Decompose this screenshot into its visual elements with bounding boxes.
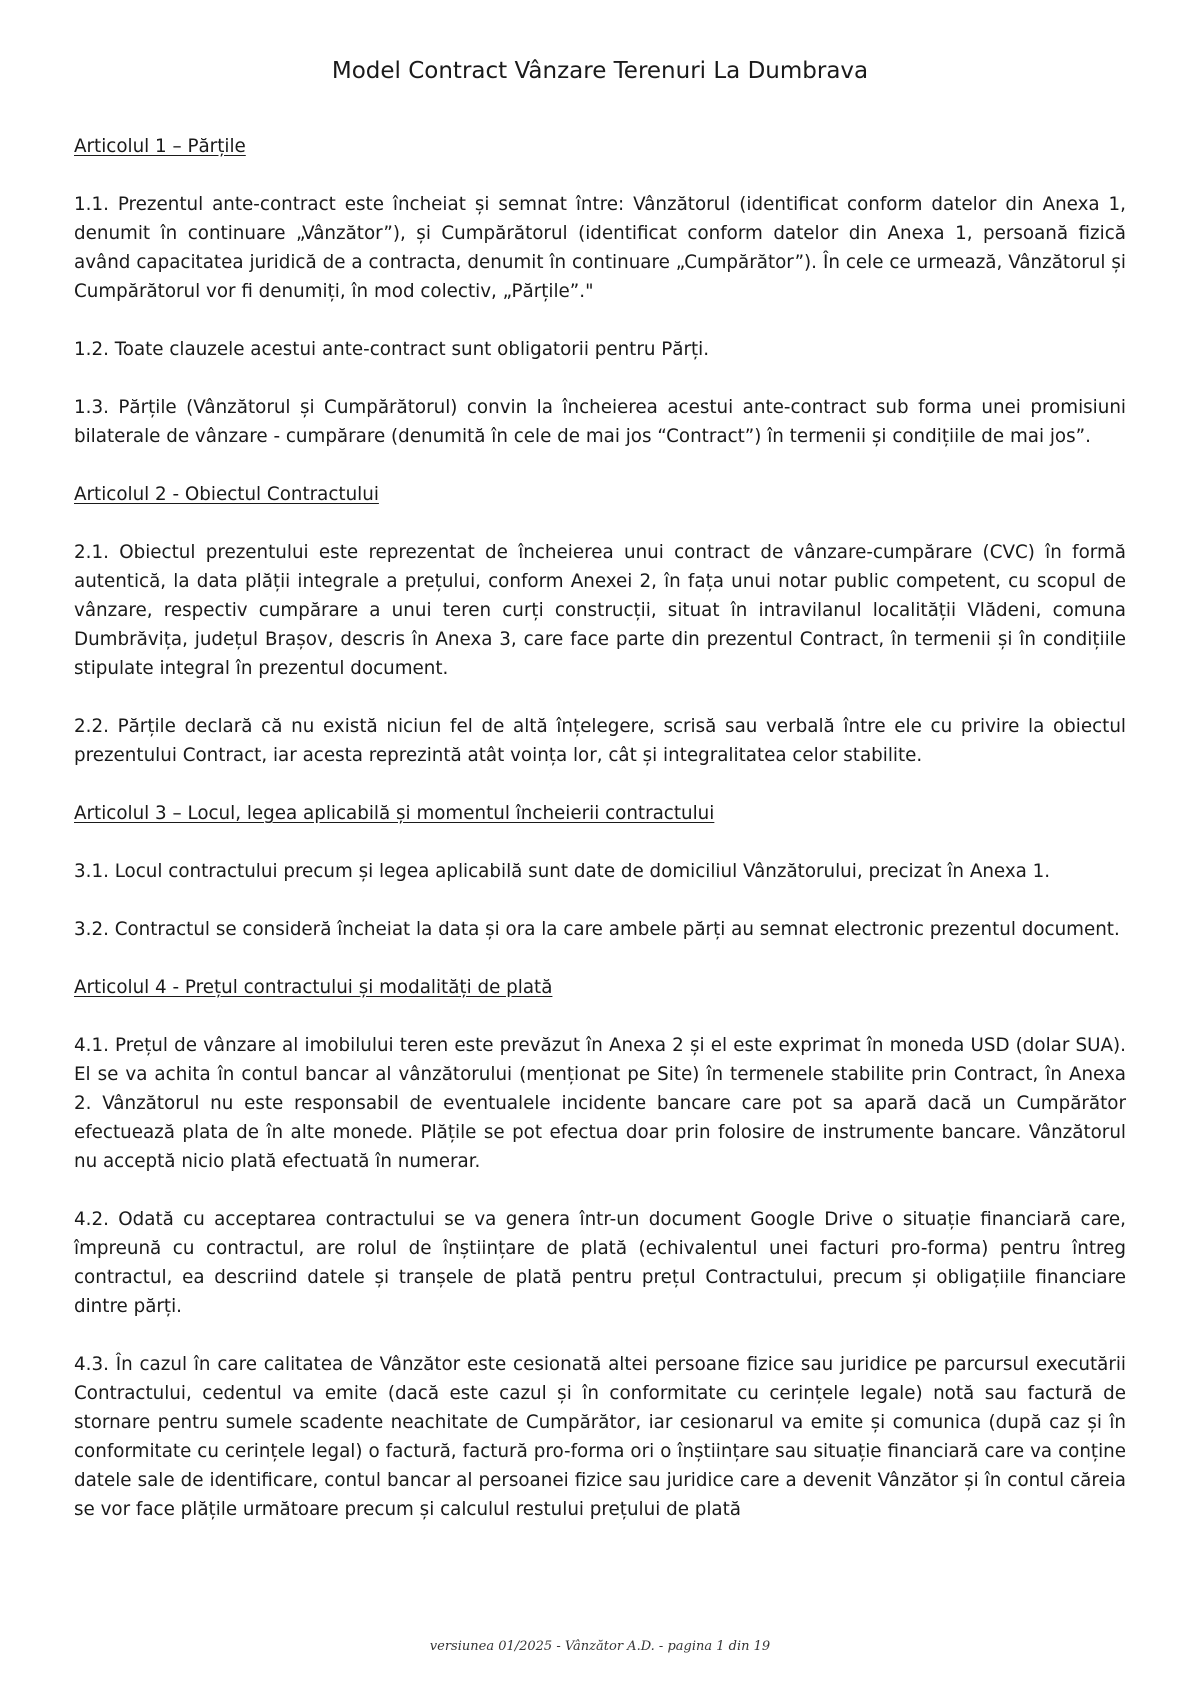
- clause-paragraph: 2.2. Părțile declară că nu există niciun fel de altă înțelegere, scrisă sau verbală între ele cu privire la obiectul prezentului Contract, iar acesta reprezintă atât voința lor, cât și integralitatea celor stabilite.: [74, 716, 1126, 766]
- clause-paragraph: 1.1. Prezentul ante-contract este încheiat și semnat între: Vânzătorul (identificat conform datelor din Anexa 1, denumit în continuare „Vânzător”), și Cumpărătorul (identificat conform datelor din Anexa 1, persoană fizică având capacitatea juridică de a contracta, denumit în continuare „Cumpărător”). În cele ce urmează, Vânzătorul și Cumpărătorul vor fi denumiți, în mod colectiv, „Părțile”.": [74, 194, 1126, 302]
- document-title: Model Contract Vânzare Terenuri La Dumbrava: [331, 58, 869, 84]
- article-heading: Articolul 2 - Obiectul Contractului: [74, 484, 379, 505]
- clause-paragraph: 3.2. Contractul se consideră încheiat la data și ora la care ambele părți au semnat electronic prezentul document.: [74, 919, 1120, 940]
- clause-paragraph: 4.1. Prețul de vânzare al imobilului teren este prevăzut în Anexa 2 și el este exprimat în moneda USD (dolar SUA). El se va achita în contul bancar al vânzătorului (menționat pe Site) în termenele stabilite prin Contract, în Anexa 2. Vânzătorul nu este responsabil de eventualele incidente bancare care pot sa apară dacă un Cumpărător efectuează plata de în alte monede. Plățile se pot efectua doar prin folosire de instrumente bancare. Vânzătorul nu acceptă nicio plată efectuată în numerar.: [74, 1035, 1126, 1172]
- clause-paragraph: 2.1. Obiectul prezentului este reprezentat de încheierea unui contract de vânzare-cumpărare (CVC) în formă autentică, la data plății integrale a prețului, conform Anexei 2, în fața unui notar public competent, cu scopul de vânzare, respectiv cumpărare a unui teren curți construcții, situat în intravilanul localității Vlădeni, comuna Dumbrăvița, județul Brașov, descris în Anexa 3, care face parte din prezentul Contract, în termenii și în condițiile stipulate integral în prezentul document.: [74, 542, 1126, 679]
- article-heading: Articolul 3 – Locul, legea aplicabilă și momentul încheierii contractului: [74, 803, 715, 824]
- clause-paragraph: 1.3. Părțile (Vânzătorul și Cumpărătorul) convin la încheierea acestui ante-contract sub forma unei promisiuni bilaterale de vânzare - cumpărare (denumită în cele de mai jos “Contract”) în termenii și condițiile de mai jos”.: [74, 397, 1126, 447]
- article-heading: Articolul 1 – Părțile: [74, 136, 246, 157]
- article-heading: Articolul 4 - Prețul contractului și modalități de plată: [74, 977, 553, 998]
- clause-paragraph: 3.1. Locul contractului precum și legea aplicabilă sunt date de domiciliul Vânzătorului, precizat în Anexa 1.: [74, 861, 1051, 882]
- page-footer: versiunea 01/2025 - Vânzător A.D. - pagina 1 din 19: [429, 1639, 771, 1654]
- document-body: [74, 132, 1126, 1524]
- clause-paragraph: 4.3. În cazul în care calitatea de Vânzător este cesionată altei persoane fizice sau juridice pe parcursul executării Contractului, cedentul va emite (dacă este cazul și în conformitate cu cerințele legale) notă sau factură de stornare pentru sumele scadente neachitate de Cumpărător, iar cesionarul va emite și comunica (după caz și în conformitate cu cerințele legal) o factură, factură pro-forma ori o înștiințare sau situație financiară care va conține datele sale de identificare, contul bancar al persoanei fizice sau juridice care a devenit Vânzător și în contul căreia se vor face plățile următoare precum și calculul restului prețului de plată: [74, 1354, 1126, 1520]
- clause-paragraph: 4.2. Odată cu acceptarea contractului se va genera într-un document Google Drive o situație financiară care, împreună cu contractul, are rolul de înștiințare de plată (echivalentul unei facturi pro-forma) pentru întreg contractul, ea descriind datele și tranșele de plată pentru prețul Contractului, precum și obligațiile financiare dintre părți.: [74, 1209, 1126, 1317]
- clause-paragraph: 1.2. Toate clauzele acestui ante-contract sunt obligatorii pentru Părți.: [74, 339, 710, 360]
